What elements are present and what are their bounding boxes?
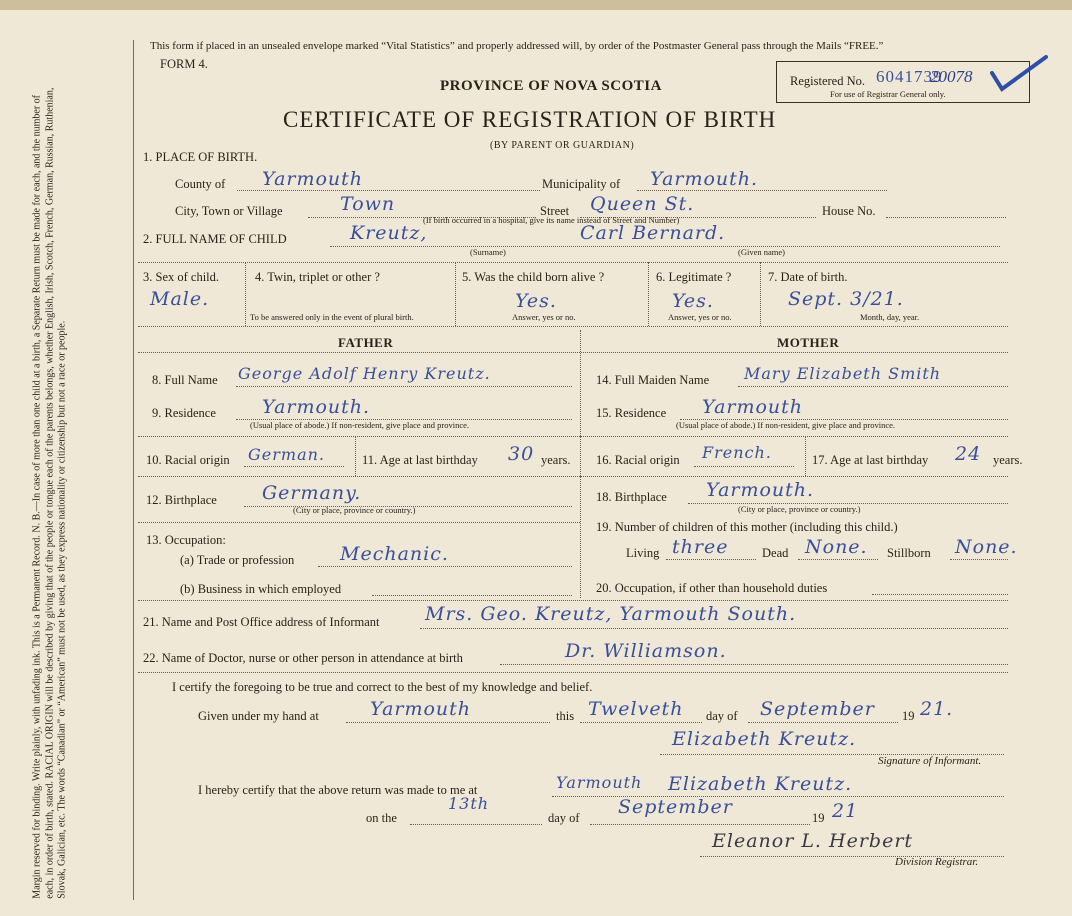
- hospital-note: (If birth occurred in a hospital, give its name instead of Street and Number): [423, 215, 680, 225]
- given-under-label: Given under my hand at: [198, 709, 319, 723]
- mother-name-value: Mary Elizabeth Smith: [744, 364, 942, 383]
- check-mark-icon: [990, 55, 1050, 95]
- father-racial-label: 10. Racial origin: [146, 453, 230, 467]
- margin-notes: Margin reserved for binding. Write plainly, with unfading ink. This is a Permanent Record. N. B.—In case of more than one child at a birth, a Separate Return must be made for each, and the number of each, in order of birth, stated. RACIAL ORIGIN will be described by giving that of the people or tongue each of the parents belongs, whether English, Irish, Scotch, French, German, Russian, Ruthenian, Slovak, Galician, etc. The words “Canadian” or “American” must not be used, as they express nationality or citizenship but not a race or people.: [31, 87, 68, 899]
- mother-racial-value: French.: [702, 443, 772, 462]
- registrar-day-of-label: day of: [548, 811, 580, 825]
- on-the-label: on the: [366, 811, 397, 825]
- informant-label: 21. Name and Post Office address of Informant: [143, 615, 380, 629]
- registrar-month: September: [618, 796, 733, 818]
- mother-age-label: 17. Age at last birthday: [812, 453, 929, 467]
- given-day: Twelveth: [588, 698, 684, 720]
- registrar-year-prefix: 19: [812, 811, 825, 825]
- parents-header-rule: [138, 352, 1008, 353]
- child-name-line: [330, 246, 1000, 247]
- county-value: Yarmouth: [262, 168, 364, 190]
- mother-occupation-line: [872, 594, 1008, 595]
- certificate-subtitle: (BY PARENT OR GUARDIAN): [490, 140, 635, 151]
- registered-number: 6041739: [876, 67, 943, 86]
- doctor-line: [500, 664, 1008, 665]
- legitimate-label: 6. Legitimate ?: [656, 270, 732, 284]
- row-divider-v4: [760, 262, 761, 326]
- sex-value: Male.: [150, 288, 210, 310]
- mother-name-label: 14. Full Maiden Name: [596, 373, 710, 387]
- certificate-title: CERTIFICATE OF REGISTRATION OF BIRTH: [283, 107, 777, 132]
- mother-rule-1: [580, 436, 1008, 437]
- given-month-line: [748, 722, 898, 723]
- doctor-value: Dr. Williamson.: [565, 640, 727, 662]
- mother-residence-note: (Usual place of abode.) If non-resident, give place and province.: [676, 420, 896, 430]
- mother-birthplace-value: Yarmouth.: [706, 479, 815, 501]
- given-month: September: [760, 698, 875, 720]
- born-alive-value: Yes.: [515, 290, 557, 312]
- mother-residence-value: Yarmouth: [702, 396, 804, 418]
- father-age-divider: [355, 436, 356, 476]
- registrar-place: Yarmouth: [556, 773, 643, 792]
- father-birthplace-label: 12. Birthplace: [146, 493, 217, 507]
- day-of-label: day of: [706, 709, 738, 723]
- house-number-label: House No.: [822, 204, 876, 218]
- mother-racial-line: [694, 466, 794, 467]
- registered-label: Registered No.: [790, 74, 865, 88]
- mother-children-label: 19. Number of children of this mother (including this child.): [596, 520, 898, 534]
- mother-living-label: Living: [626, 546, 660, 560]
- row-divider-v3: [648, 262, 649, 326]
- street-value: Queen St.: [590, 193, 695, 215]
- twin-note: To be answered only in the event of plural birth.: [250, 312, 414, 322]
- informant-signature-caption: Signature of Informant.: [878, 755, 982, 767]
- mother-dead-line: [798, 559, 878, 560]
- father-rule-1: [138, 436, 580, 437]
- legitimate-note: Answer, yes or no.: [668, 312, 732, 322]
- this-label: this: [556, 709, 575, 723]
- row-divider-top: [138, 262, 1008, 263]
- surname-caption: (Surname): [470, 247, 506, 257]
- place-of-birth-heading: 1. PLACE OF BIRTH.: [143, 150, 258, 164]
- father-name-label: 8. Full Name: [152, 373, 218, 387]
- municipality-value: Yarmouth.: [650, 168, 759, 190]
- legitimate-value: Yes.: [672, 290, 714, 312]
- informant-signature: Elizabeth Kreutz.: [672, 728, 857, 750]
- header-notice: This form if placed in an unsealed envelope marked “Vital Statistics” and properly addressed will, by order of the Postmaster General pass through the Mails “FREE.”: [150, 40, 884, 52]
- father-age-label: 11. Age at last birthday: [362, 453, 478, 467]
- father-name-value: George Adolf Henry Kreutz.: [238, 364, 491, 383]
- father-trade-value: Mechanic.: [340, 543, 449, 565]
- row-divider-v1: [245, 262, 246, 326]
- sex-label: 3. Sex of child.: [143, 270, 220, 284]
- registrar-signature-repeat: Elizabeth Kreutz.: [668, 773, 853, 795]
- mother-residence-label: 15. Residence: [596, 406, 667, 420]
- row-divider-bottom: [138, 326, 1008, 327]
- house-number-line: [886, 217, 1006, 218]
- informant-value: Mrs. Geo. Kreutz, Yarmouth South.: [425, 603, 797, 625]
- father-residence-label: 9. Residence: [152, 406, 216, 420]
- mother-rule-2: [580, 476, 1008, 477]
- parents-divider: [580, 330, 581, 598]
- twin-label: 4. Twin, triplet or other ?: [255, 270, 380, 284]
- mother-living-line: [666, 559, 756, 560]
- municipality-label: Municipality of: [542, 177, 621, 191]
- row-divider-v2: [455, 262, 456, 326]
- mother-age-divider: [805, 436, 806, 476]
- given-name-caption: (Given name): [738, 247, 785, 257]
- county-label: County of: [175, 177, 226, 191]
- mother-years-label: years.: [993, 453, 1023, 467]
- municipality-line: [637, 190, 887, 191]
- city-label: City, Town or Village: [175, 204, 283, 218]
- father-birthplace-value: Germany.: [262, 482, 362, 504]
- given-year: 21.: [920, 698, 954, 720]
- section-rule-informant: [138, 600, 1008, 601]
- father-years-label: years.: [541, 453, 571, 467]
- father-residence-note: (Usual place of abode.) If non-resident, give place and province.: [250, 420, 470, 430]
- registered-overprint: 20078: [930, 67, 973, 86]
- father-trade-label: (a) Trade or profession: [180, 553, 295, 567]
- father-racial-value: German.: [248, 445, 325, 464]
- registrar-month-line: [590, 824, 810, 825]
- dob-note: Month, day, year.: [860, 312, 920, 322]
- father-racial-line: [244, 466, 344, 467]
- margin-divider: [133, 40, 134, 900]
- city-value: Town: [340, 193, 396, 215]
- born-alive-label: 5. Was the child born alive ?: [462, 270, 605, 284]
- father-rule-2: [138, 476, 580, 477]
- mother-occupation-label: 20. Occupation, if other than household duties: [596, 581, 828, 595]
- father-business-line: [372, 595, 572, 596]
- doctor-label: 22. Name of Doctor, nurse or other person in attendance at birth: [143, 651, 463, 665]
- registrar-statement: I hereby certify that the above return was made to me at: [198, 783, 478, 797]
- county-line: [237, 190, 540, 191]
- father-age-value: 30: [508, 443, 535, 465]
- father-residence-value: Yarmouth.: [262, 396, 371, 418]
- mother-stillborn-line: [950, 559, 1008, 560]
- mother-dead-value: None.: [805, 536, 868, 558]
- informant-line: [420, 628, 1008, 629]
- given-day-line: [580, 722, 702, 723]
- mother-birthplace-label: 18. Birthplace: [596, 490, 667, 504]
- mother-living-value: three: [672, 536, 729, 558]
- registered-note: For use of Registrar General only.: [830, 89, 946, 99]
- child-given-name: Carl Bernard.: [580, 222, 726, 244]
- mother-stillborn-value: None.: [955, 536, 1018, 558]
- form-number: FORM 4.: [160, 57, 208, 71]
- father-rule-3: [138, 522, 580, 523]
- section-rule-cert: [138, 672, 1008, 673]
- father-heading: FATHER: [338, 335, 394, 350]
- born-alive-note: Answer, yes or no.: [512, 312, 576, 322]
- mother-birthplace-note: (City or place, province or country.): [738, 504, 861, 514]
- mother-heading: MOTHER: [777, 335, 840, 350]
- mother-racial-label: 16. Racial origin: [596, 453, 680, 467]
- father-occupation-label: 13. Occupation:: [146, 533, 226, 547]
- registrar-day: 13th: [448, 794, 490, 813]
- mother-dead-label: Dead: [762, 546, 789, 560]
- father-name-line: [236, 386, 572, 387]
- given-place-line: [346, 722, 550, 723]
- dob-label: 7. Date of birth.: [768, 270, 848, 284]
- province-title: PROVINCE OF NOVA SCOTIA: [440, 78, 662, 94]
- registrar-signature: Eleanor L. Herbert: [712, 830, 914, 852]
- mother-stillborn-label: Stillborn: [887, 546, 931, 560]
- child-surname: Kreutz,: [350, 222, 428, 244]
- father-trade-line: [318, 566, 572, 567]
- dob-value: Sept. 3/21.: [788, 288, 904, 310]
- mother-name-line: [738, 386, 1008, 387]
- registrar-caption: Division Registrar.: [895, 856, 979, 868]
- child-name-label: 2. FULL NAME OF CHILD: [143, 232, 287, 246]
- certify-statement: I certify the foregoing to be true and correct to the best of my knowledge and belief.: [172, 680, 593, 694]
- father-birthplace-note: (City or place, province or country.): [293, 505, 416, 515]
- father-business-label: (b) Business in which employed: [180, 582, 342, 596]
- registrar-year: 21: [832, 800, 859, 822]
- street-label: Street: [540, 204, 570, 218]
- year-prefix: 19: [902, 709, 915, 723]
- given-place: Yarmouth: [370, 698, 472, 720]
- registrar-day-line: [410, 824, 542, 825]
- mother-age-value: 24: [955, 443, 982, 465]
